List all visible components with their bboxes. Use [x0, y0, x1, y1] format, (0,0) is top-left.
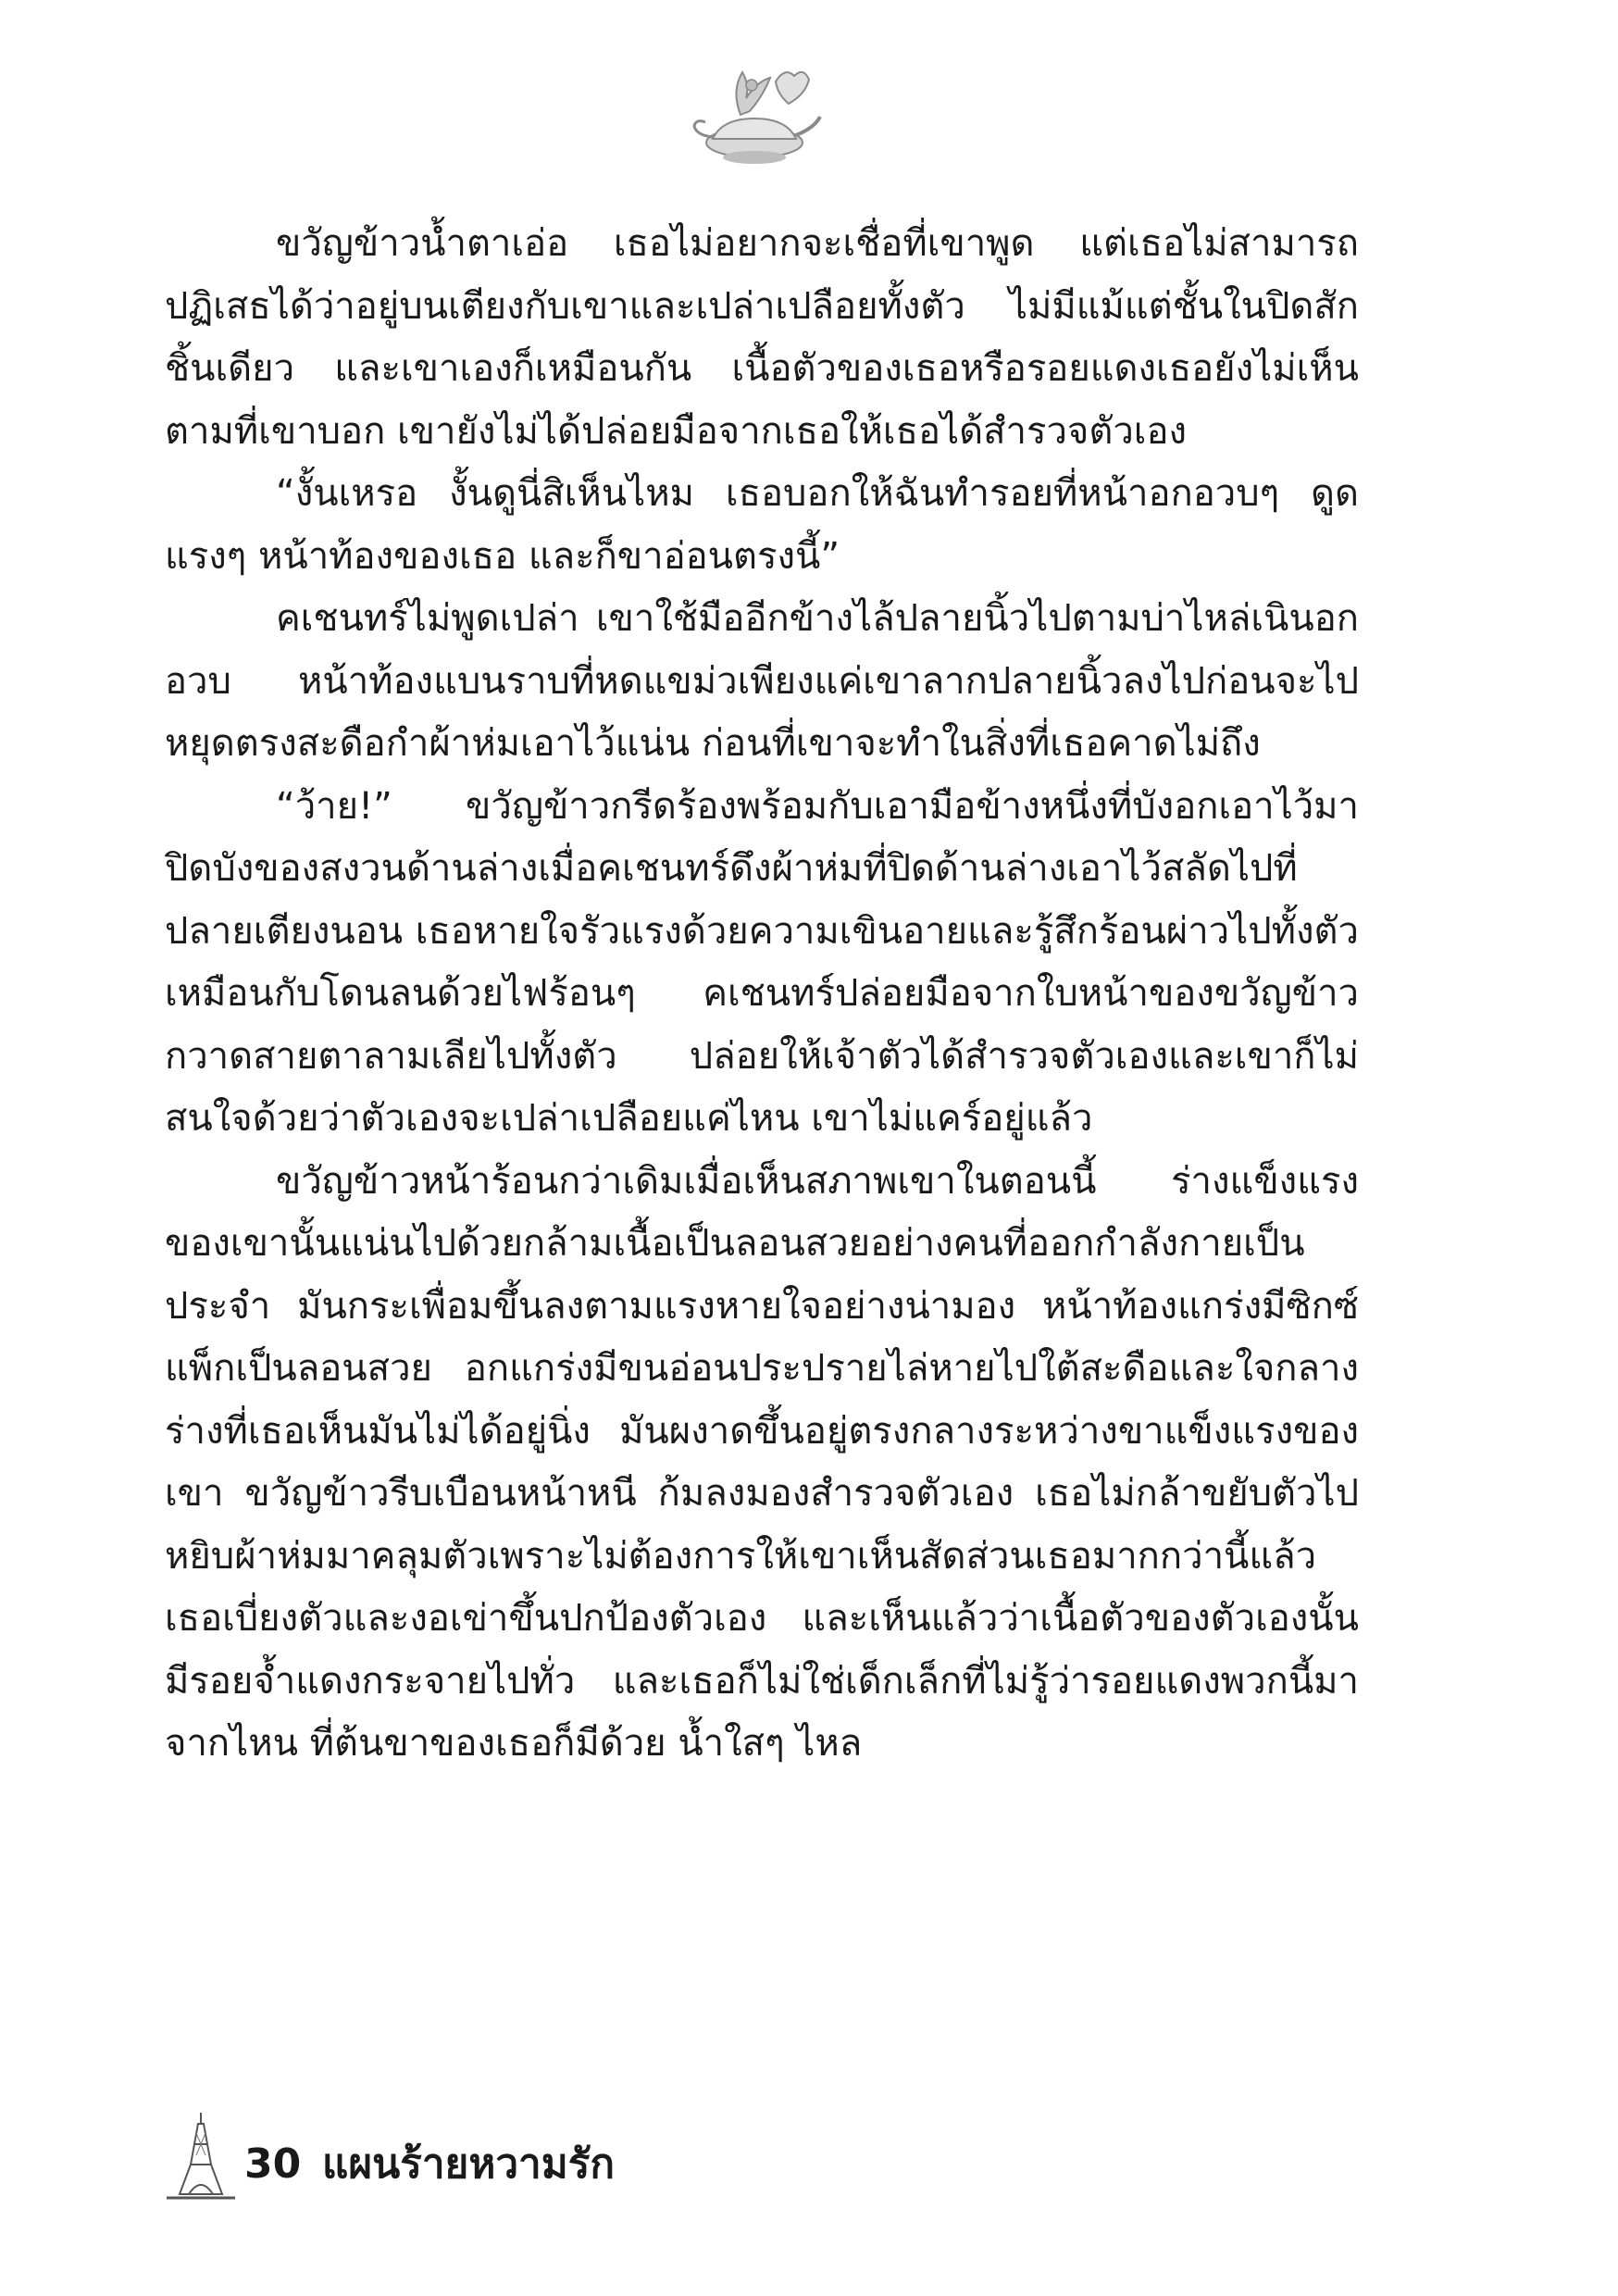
- paragraph: “ว้าย!” ขวัญข้าวกรีดร้องพร้อมกับเอามือข้างหนึ่งที่บังอกเอาไว้มาปิดบังของสงวนด้านล่างเมื่อคเชนทร์ดึงผ้าห่มที่ปิดด้านล่างเอาไว้สลัดไปที่ปลายเตียงนอน เธอหายใจรัวแรงด้วยความเขินอายและรู้สึกร้อนผ่าวไปทั้งตัวเหมือนกับโดนลนด้วยไฟร้อนๆ คเชนทร์ปล่อยมือจากใบหน้าของขวัญข้าว กวาดสายตาลามเลียไปทั้งตัว ปล่อยให้เจ้าตัวได้สำรวจตัวเองและเขาก็ไม่สนใจด้วยว่าตัวเองจะเปล่าเปลือยแค่ไหน เขาไม่แคร์อยู่แล้ว: [165, 784, 1359, 1140]
- paragraph: ขวัญข้าวหน้าร้อนกว่าเดิมเมื่อเห็นสภาพเขาในตอนนี้ ร่างแข็งแรงของเขานั้นแน่นไปด้วยกล้ามเนื้อเป็นลอนสวยอย่างคนที่ออกกำลังกายเป็นประจำ มันกระเพื่อมขึ้นลงตามแรงหายใจอย่างน่ามอง หน้าท้องแกร่งมีซิกซ์แพ็กเป็นลอนสวย อกแกร่งมีขนอ่อนประปรายไล่หายไปใต้สะดือและใจกลางร่างที่เธอเห็นมันไม่ได้อยู่นิ่ง มันผงาดขึ้นอยู่ตรงกลางระหว่างขาแข็งแรงของเขา ขวัญข้าวรีบเบือนหน้าหนี ก้มลงมองสำรวจตัวเอง เธอไม่กล้าขยับตัวไปหยิบผ้าห่มมาคลุมตัวเพราะไม่ต้องการให้เขาเห็นสัดส่วนเธอมากกว่านี้แล้ว เธอเบี่ยงตัวและงอเข่าขึ้นปกป้องตัวเอง และเห็นแล้วว่าเนื้อตัวของตัวเองนั้นมีรอยจ้ำแดงกระจายไปทั่ว และเธอก็ไม่ใช่เด็กเล็กที่ไม่รู้ว่ารอยแดงพวกนี้มาจากไหน ที่ต้นขาของเธอก็มีด้วย น้ำใสๆ ไหล: [165, 1159, 1359, 1765]
- book-title: แผนร้ายหวามรัก: [322, 2140, 616, 2188]
- page-number: 30: [244, 2140, 302, 2188]
- body-text: [165, 213, 1359, 2120]
- teapot-cupid-ornament-icon: [685, 54, 824, 174]
- paragraph: คเชนทร์ไม่พูดเปล่า เขาใช้มืออีกข้างไล้ปลายนิ้วไปตามบ่าไหล่เนินอกอวบ หน้าท้องแบนราบที่หดแขม่วเพียงแค่เขาลากปลายนิ้วลงไปก่อนจะไปหยุดตรงสะดือกำผ้าห่มเอาไว้แน่น ก่อนที่เขาจะทำในสิ่งที่เธอคาดไม่ถึง: [165, 597, 1359, 765]
- paragraph: “งั้นเหรอ งั้นดูนี่สิเห็นไหม เธอบอกให้ฉันทำรอยที่หน้าอกอวบๆ ดูดแรงๆ หน้าท้องของเธอ และก็ขาอ่อนตรงนี้”: [165, 472, 1359, 578]
- eiffel-tower-icon: [165, 2111, 237, 2203]
- page-footer: [165, 2111, 905, 2213]
- paragraph: ขวัญข้าวน้ำตาเอ่อ เธอไม่อยากจะเชื่อที่เขาพูด แต่เธอไม่สามารถปฏิเสธได้ว่าอยู่บนเตียงกับเขาและเปล่าเปลือยทั้งตัว ไม่มีแม้แต่ชั้นในปิดสักชิ้นเดียว และเขาเองก็เหมือนกัน เนื้อตัวของเธอหรือรอยแดงเธอยังไม่เห็นตามที่เขาบอก เขายังไม่ได้ปล่อยมือจากเธอให้เธอได้สำรวจตัวเอง: [165, 222, 1359, 453]
